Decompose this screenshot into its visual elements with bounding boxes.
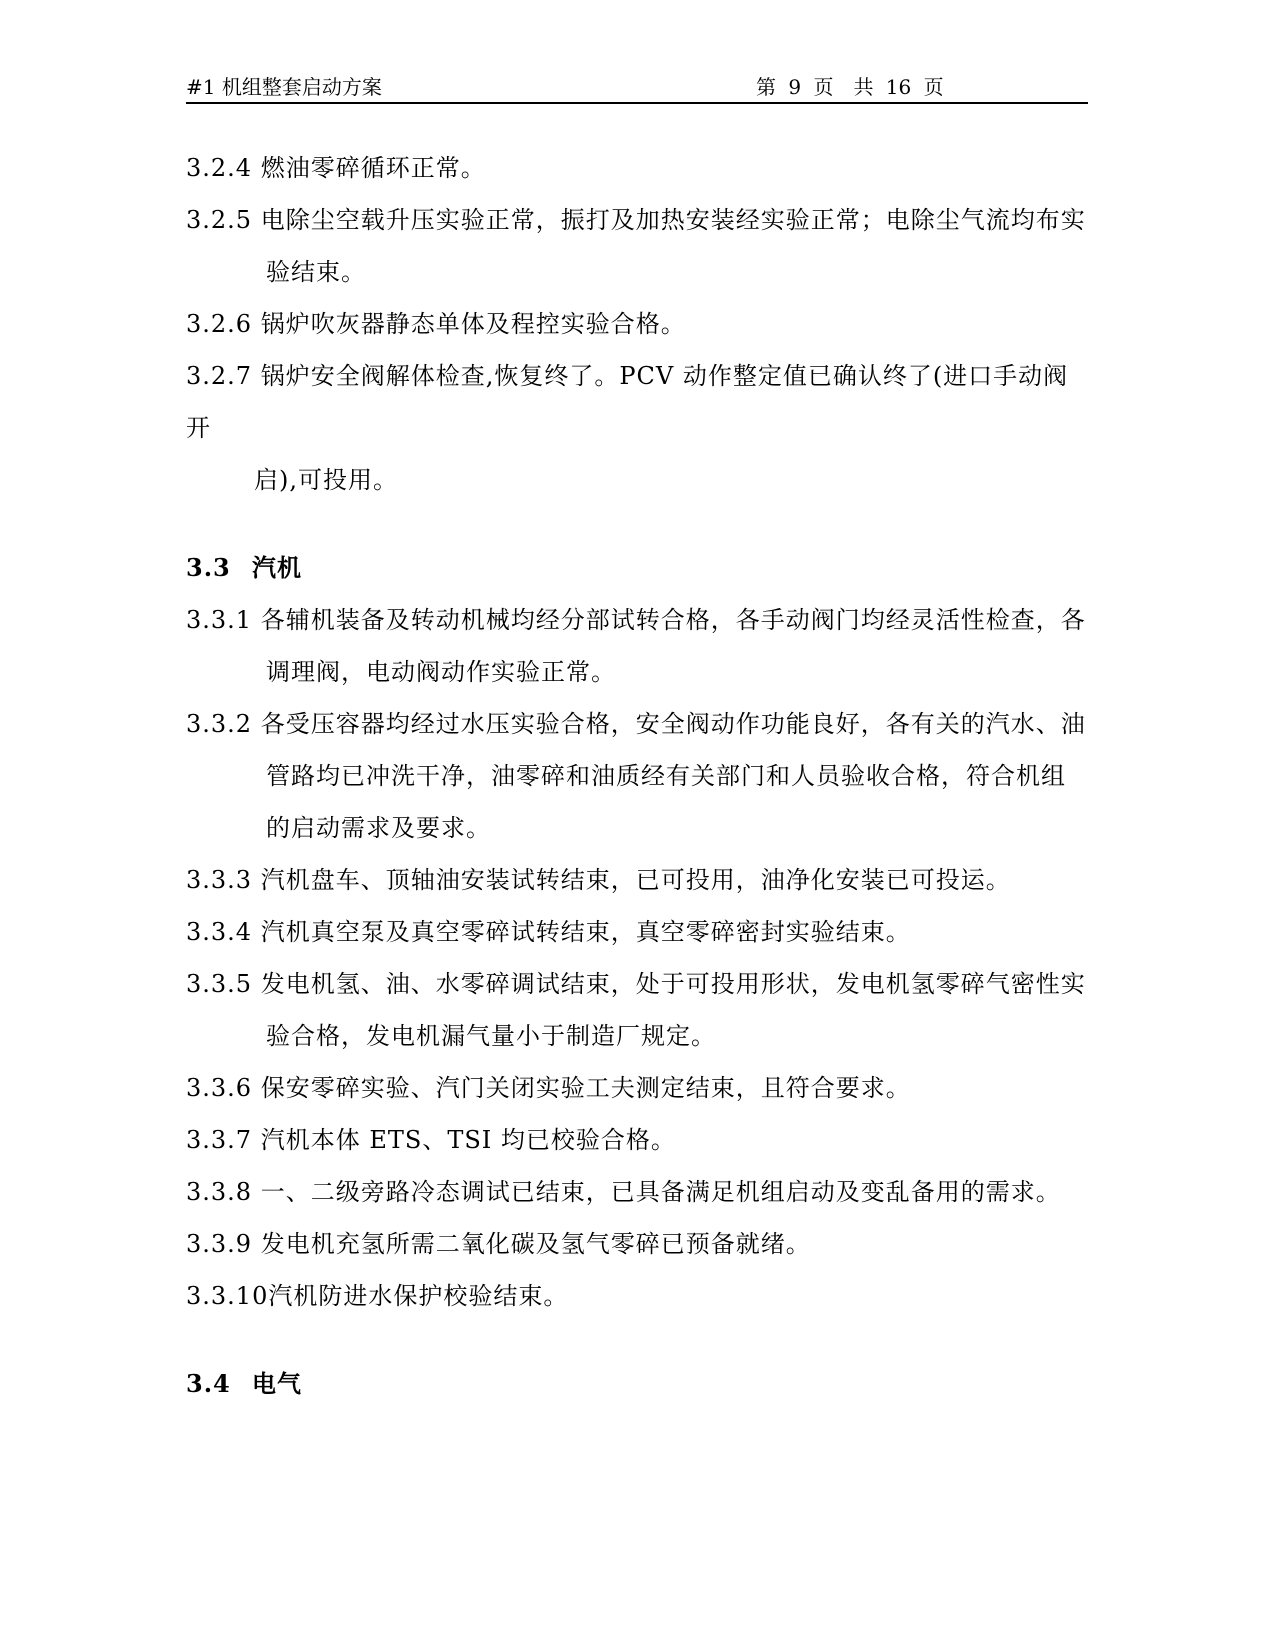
item-number: 3.3.3 bbox=[186, 866, 253, 894]
item-number: 3.3.2 bbox=[186, 710, 253, 738]
item-number: 3.3.8 bbox=[186, 1178, 253, 1206]
item-number: 3.2.5 bbox=[186, 206, 253, 234]
item-number: 3.3.6 bbox=[186, 1074, 253, 1102]
list-item bbox=[186, 594, 1088, 698]
item-number: 3.3.9 bbox=[186, 1230, 253, 1258]
item-number: 3.3.1 bbox=[186, 606, 253, 634]
document-body bbox=[186, 142, 1088, 1410]
list-item-continuation: 启),可投用。 bbox=[254, 466, 398, 494]
item-text: 电除尘空载升压实验正常，振打及加热安装经实验正常；电除尘气流均布实验结束。 bbox=[260, 206, 1086, 286]
item-text: 燃油零碎循环正常。 bbox=[260, 154, 486, 182]
item-text: 保安零碎实验、汽门关闭实验工夫测定结束，且符合要求。 bbox=[260, 1074, 911, 1102]
item-text: 汽机盘车、顶轴油安装试转结束，已可投用，油净化安装已可投运。 bbox=[260, 866, 1011, 894]
item-number: 3.2.6 bbox=[186, 310, 253, 338]
item-number: 3.3.10 bbox=[186, 1282, 269, 1310]
list-item bbox=[186, 1114, 1088, 1166]
section-number: 3.3 bbox=[186, 553, 231, 582]
list-item bbox=[186, 906, 1088, 958]
list-item bbox=[186, 1218, 1088, 1270]
item-text: 各受压容器均经过水压实验合格，安全阀动作功能良好，各有关的汽水、油管路均已冲洗干净，油零碎和油质经有关部门和人员验收合格，符合机组的启动需求及要求。 bbox=[260, 710, 1086, 842]
list-item bbox=[186, 1166, 1088, 1218]
section-number: 3.4 bbox=[186, 1369, 231, 1398]
section-heading bbox=[186, 542, 1088, 594]
item-text: 发电机充氢所需二氧化碳及氢气零碎已预备就绪。 bbox=[260, 1230, 811, 1258]
section-title: 汽机 bbox=[252, 553, 302, 582]
item-text: 各辅机装备及转动机械均经分部试转合格，各手动阀门均经灵活性检查，各调理阀，电动阀动作实验正常。 bbox=[260, 606, 1086, 686]
list-item bbox=[186, 1270, 1088, 1322]
item-text: 一、二级旁路冷态调试已结束，已具备满足机组启动及变乱备用的需求。 bbox=[260, 1178, 1061, 1206]
section-heading bbox=[186, 1358, 1088, 1410]
list-item bbox=[186, 142, 1088, 194]
list-item bbox=[186, 298, 1088, 350]
item-text: 汽机真空泵及真空零碎试转结束，真空零碎密封实验结束。 bbox=[260, 918, 911, 946]
list-item bbox=[186, 698, 1088, 854]
item-number: 3.3.5 bbox=[186, 970, 253, 998]
item-number: 3.3.4 bbox=[186, 918, 253, 946]
list-item bbox=[186, 194, 1088, 298]
item-number: 3.2.7 bbox=[186, 362, 253, 390]
item-number: 3.3.7 bbox=[186, 1126, 253, 1154]
item-text: 锅炉吹灰器静态单体及程控实验合格。 bbox=[260, 310, 686, 338]
item-text: 发电机氢、油、水零碎调试结束，处于可投用形状，发电机氢零碎气密性实验合格，发电机漏气量小于制造厂规定。 bbox=[260, 970, 1086, 1050]
list-item bbox=[186, 350, 1088, 454]
section-title: 电气 bbox=[252, 1369, 302, 1398]
item-text: 汽机防进水保护校验结束。 bbox=[268, 1282, 569, 1310]
list-item bbox=[186, 854, 1088, 906]
list-item bbox=[186, 958, 1088, 1062]
page-header bbox=[186, 72, 1088, 104]
item-number: 3.2.4 bbox=[186, 154, 253, 182]
item-text: 锅炉安全阀解体检查,恢复终了。PCV 动作整定值已确认终了(进口手动阀开 bbox=[186, 362, 1069, 442]
item-text: 汽机本体 ETS、TSI 均已校验合格。 bbox=[260, 1126, 676, 1154]
page-number: 第 9 页 共 16 页 bbox=[756, 75, 944, 99]
document-title: #1 机组整套启动方案 bbox=[186, 75, 382, 99]
list-item bbox=[186, 1062, 1088, 1114]
